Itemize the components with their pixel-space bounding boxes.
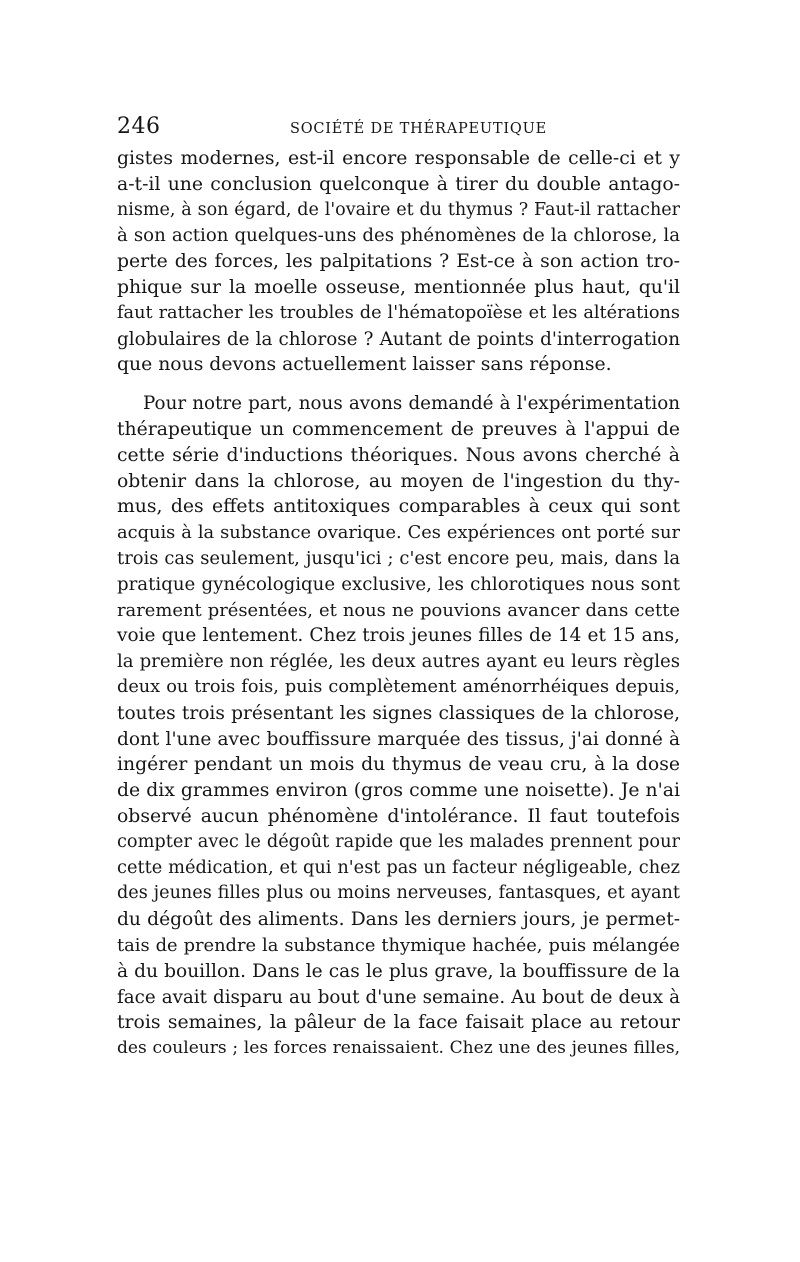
running-title: SOCIÉTÉ DE THÉRAPEUTIQUE [289, 121, 548, 137]
text-line: du dégoût des aliments. Dans les derniers jours, je permet- [117, 909, 680, 931]
text-line: des jeunes filles plus ou moins nerveuses, fantasques, et ayant [117, 883, 680, 904]
text-line: nisme, à son égard, de l'ovaire et du thymus ? Faut-il rattacher [117, 199, 680, 220]
page-header [117, 112, 680, 142]
text-line: thérapeutique un commencement de preuves à l'appui de [117, 418, 680, 440]
text-line: la première non réglée, les deux autres ayant eu leurs règles [117, 651, 680, 673]
text-line: à son action quelques-uns des phénomènes de la chlorose, la [117, 225, 680, 247]
text-line: Pour notre part, nous avons demandé à l'expérimentation [143, 393, 680, 415]
text-line: cette série d'inductions théoriques. Nous avons cherché à [117, 444, 680, 466]
text-line: des couleurs ; les forces renaissaient. Chez une des jeunes filles, [117, 1038, 680, 1059]
text-line: globulaires de la chlorose ? Autant de points d'interrogation [117, 328, 680, 350]
text-line: phique sur la moelle osseuse, mentionnée plus haut, qu'il [117, 276, 680, 298]
text-line: trois cas seulement, jusqu'ici ; c'est encore peu, mais, dans la [117, 547, 680, 569]
text-line: que nous devons actuellement laisser sans réponse. [117, 354, 612, 376]
text-line: faut rattacher les troubles de l'hématopoïèse et les altérations [117, 302, 680, 323]
text-line: obtenir dans la chlorose, au moyen de l'ingestion du thy- [117, 470, 680, 492]
text-line: toutes trois présentant les signes classiques de la chlorose, [117, 702, 680, 724]
text-line: voie que lentement. Chez trois jeunes filles de 14 et 15 ans, [117, 625, 680, 647]
text-line: à du bouillon. Dans le cas le plus grave, la bouffissure de la [117, 960, 680, 982]
text-line: pratique gynécologique exclusive, les chlorotiques nous sont [117, 573, 680, 595]
text-line: mus, des effets antitoxiques comparables à ceux qui sont [117, 496, 680, 518]
text-line: de dix grammes environ (gros comme une noisette). Je n'ai [117, 780, 680, 802]
paragraph [117, 391, 680, 1062]
page-number: 246 [117, 114, 161, 139]
text-line: a-t-il une conclusion quelconque à tirer du double antago- [117, 173, 680, 195]
text-line: acquis à la substance ovarique. Ces expériences ont porté sur [117, 522, 680, 544]
text-line: gistes modernes, est-il encore responsable de celle-ci et y [117, 148, 680, 169]
text-line: tais de prendre la substance thymique hachée, puis mélangée [117, 934, 680, 956]
text-line: observé aucun phénomène d'intolérance. Il faut toutefois [117, 805, 680, 827]
text-line: face avait disparu au bout d'une semaine. Au bout de deux à [117, 986, 680, 1008]
text-line: compter avec le dégoût rapide que les malades prennent pour [117, 831, 680, 852]
text-line: perte des forces, les palpitations ? Est-ce à son action tro- [117, 251, 680, 273]
text-line: rarement présentées, et nous ne pouvions avancer dans cette [117, 599, 680, 621]
text-line: trois semaines, la pâleur de la face faisait place au retour [117, 1012, 680, 1034]
paragraph-gap [117, 378, 680, 391]
paragraph [117, 146, 680, 378]
body-text [117, 146, 680, 1062]
text-line: deux ou trois fois, puis complètement aménorrhéiques depuis, [117, 676, 680, 697]
text-line: dont l'une avec bouffissure marquée des tissus, j'ai donné à [117, 728, 680, 750]
text-line: cette médication, et qui n'est pas un facteur négligeable, chez [117, 857, 680, 878]
text-line: ingérer pendant un mois du thymus de veau cru, à la dose [117, 754, 680, 776]
